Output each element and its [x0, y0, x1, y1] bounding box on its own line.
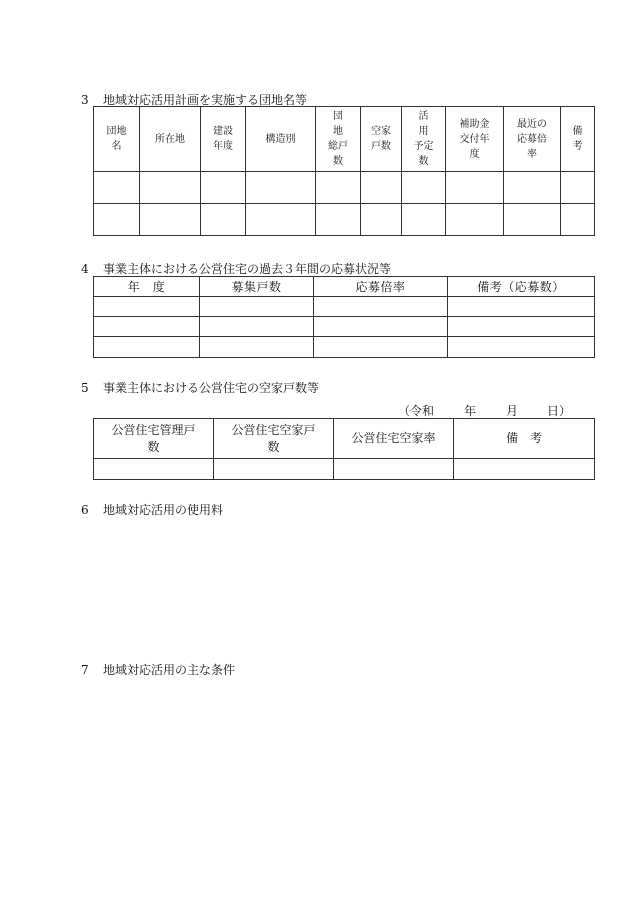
header-cell: 補助金 交付年 度: [446, 107, 504, 172]
table-row: [94, 317, 595, 337]
header-cell: 備 考: [454, 419, 595, 459]
table-cell[interactable]: [402, 204, 446, 236]
section-title: 地域対応活用の主な条件: [103, 663, 236, 677]
table-cell[interactable]: [314, 297, 448, 317]
date-month-label: 月: [506, 404, 519, 418]
header-cell: 募集戸数: [200, 277, 314, 297]
table-row: [94, 204, 595, 236]
section-4-table: [93, 276, 595, 358]
table-cell[interactable]: [246, 172, 316, 204]
table-cell[interactable]: [448, 337, 595, 358]
section-3-table: [93, 106, 595, 236]
table-cell[interactable]: [561, 204, 595, 236]
table-cell[interactable]: [314, 317, 448, 337]
table-row: [94, 459, 595, 480]
header-cell: 公営住宅空家戸 数: [214, 419, 334, 459]
header-cell: 公営住宅空家率: [334, 419, 454, 459]
table-cell[interactable]: [140, 172, 201, 204]
table-row: [94, 337, 595, 358]
table-cell[interactable]: [200, 297, 314, 317]
table-cell[interactable]: [448, 317, 595, 337]
section-3-heading: [81, 93, 307, 107]
table-cell[interactable]: [402, 172, 446, 204]
table-header-row: [94, 419, 595, 459]
table-cell[interactable]: [446, 204, 504, 236]
header-cell: 建設 年度: [201, 107, 246, 172]
section-title: 地域対応活用計画を実施する団地名等: [103, 93, 308, 107]
table-cell[interactable]: [94, 317, 200, 337]
table-cell[interactable]: [201, 204, 246, 236]
table-cell[interactable]: [201, 172, 246, 204]
header-cell: 所在地: [140, 107, 201, 172]
header-cell: 備 考: [561, 107, 595, 172]
header-cell: 最近の 応募倍 率: [504, 107, 561, 172]
table-cell[interactable]: [94, 459, 214, 480]
table-row: [94, 297, 595, 317]
table-cell[interactable]: [454, 459, 595, 480]
section-number: 3: [81, 93, 89, 107]
header-cell: 公営住宅管理戸 数: [94, 419, 214, 459]
table-cell[interactable]: [94, 337, 200, 358]
table-cell[interactable]: [200, 337, 314, 358]
header-cell: 年 度: [94, 277, 200, 297]
header-cell: 応募倍率: [314, 277, 448, 297]
header-cell: 活 用 予定 数: [402, 107, 446, 172]
table-cell[interactable]: [334, 459, 454, 480]
date-day-label: 日）: [547, 404, 572, 418]
table-cell[interactable]: [504, 172, 561, 204]
section-number: 7: [81, 663, 89, 677]
section-title: 地域対応活用の使用料: [103, 503, 224, 517]
table-cell[interactable]: [361, 172, 402, 204]
date-year-label: 年: [464, 404, 477, 418]
table-header-row: [94, 107, 595, 172]
table-cell[interactable]: [361, 204, 402, 236]
table-cell[interactable]: [246, 204, 316, 236]
section-number: 6: [81, 503, 89, 517]
table-cell[interactable]: [504, 204, 561, 236]
table-row: [94, 172, 595, 204]
section-number: 5: [81, 381, 89, 395]
table-cell[interactable]: [94, 172, 140, 204]
section-title: 事業主体における公営住宅の空家戸数等: [103, 381, 320, 395]
table-cell[interactable]: [316, 172, 361, 204]
section-4-heading: [81, 262, 391, 276]
table-cell[interactable]: [448, 297, 595, 317]
table-cell[interactable]: [94, 204, 140, 236]
table-cell[interactable]: [561, 172, 595, 204]
header-cell: 団地 名: [94, 107, 140, 172]
header-cell: 備考（応募数）: [448, 277, 595, 297]
section-title: 事業主体における公営住宅の過去３年間の応募状況等: [103, 262, 392, 276]
table-cell[interactable]: [316, 204, 361, 236]
table-cell[interactable]: [314, 337, 448, 358]
table-cell[interactable]: [200, 317, 314, 337]
section-number: 4: [81, 262, 89, 276]
table-cell[interactable]: [214, 459, 334, 480]
table-cell[interactable]: [94, 297, 200, 317]
section-6-heading: [81, 503, 223, 517]
date-era: （令和: [398, 404, 435, 418]
header-cell: 団 地 総戸 数: [316, 107, 361, 172]
table-header-row: [94, 277, 595, 297]
header-cell: 空家 戸数: [361, 107, 402, 172]
table-cell[interactable]: [446, 172, 504, 204]
section-5-heading: [81, 381, 319, 395]
section-7-heading: [81, 663, 235, 677]
table-cell[interactable]: [140, 204, 201, 236]
section-5-table: [93, 418, 595, 480]
header-cell: 構造別: [246, 107, 316, 172]
